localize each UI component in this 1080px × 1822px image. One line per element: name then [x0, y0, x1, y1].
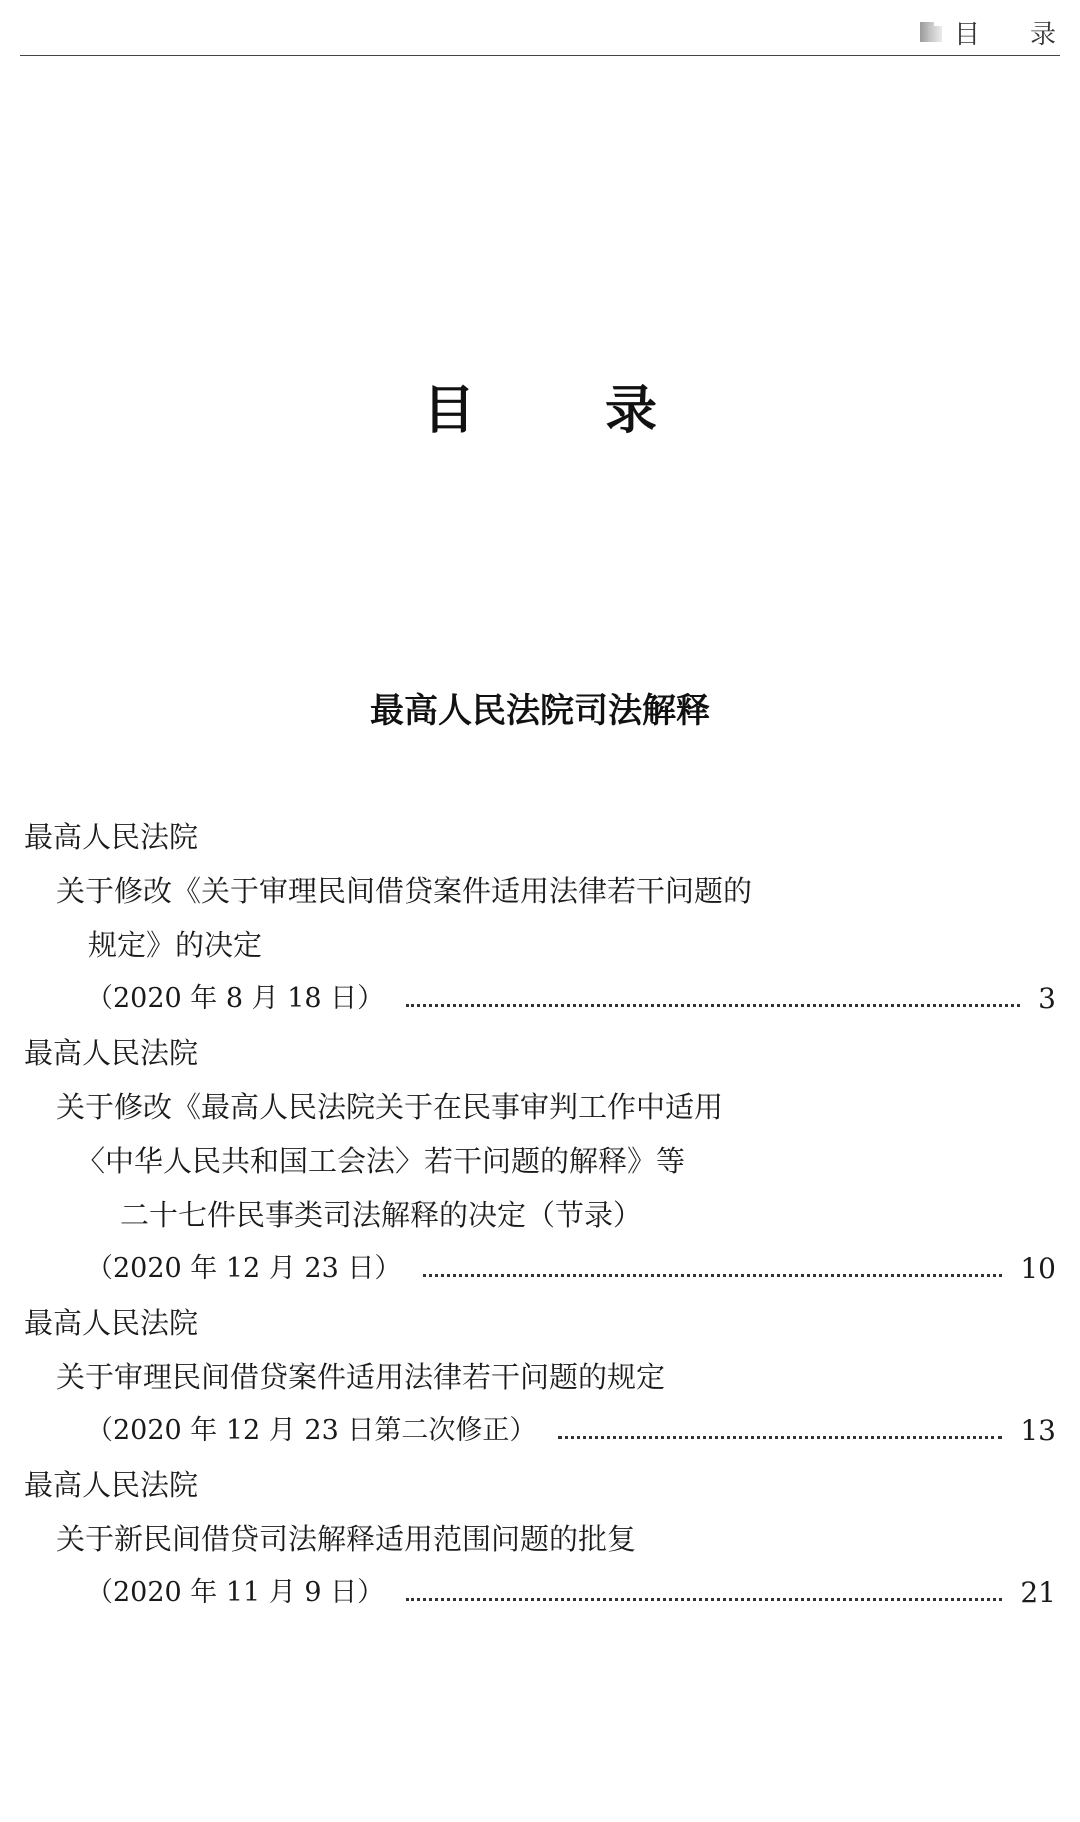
toc-entry-title[interactable]: 关于修改《关于审理民间借贷案件适用法律若干问题的 — [56, 874, 753, 908]
header-ornament-icon — [920, 22, 942, 44]
toc-entry-issuer: 最高人民法院 — [24, 1468, 199, 1502]
toc-entry-date-row[interactable] — [24, 972, 1056, 1026]
toc-entry-date: （2020 年 12 月 23 日第二次修正） — [86, 1415, 537, 1446]
running-header-text — [954, 14, 1056, 51]
toc-entry-title[interactable]: 关于新民间借贷司法解释适用范围问题的批复 — [56, 1522, 637, 1556]
dot-leader — [558, 1436, 1002, 1439]
table-of-contents — [24, 810, 1056, 1620]
toc-entry-date-row[interactable] — [24, 1566, 1056, 1620]
toc-entry-page[interactable]: 3 — [1038, 982, 1056, 1015]
page-title — [0, 368, 1080, 443]
toc-entry-title[interactable]: 关于审理民间借贷案件适用法律若干问题的规定 — [56, 1360, 666, 1394]
page-title-char: 目 — [422, 380, 475, 441]
toc-entry-issuer: 最高人民法院 — [24, 1036, 199, 1070]
toc-entry-page[interactable]: 21 — [1020, 1576, 1056, 1609]
toc-entry-page[interactable]: 10 — [1020, 1252, 1056, 1285]
toc-entry-title[interactable]: 二十七件民事类司法解释的决定（节录） — [120, 1198, 643, 1232]
dot-leader — [406, 1598, 1002, 1601]
toc-entry-date: （2020 年 8 月 18 日） — [86, 983, 385, 1014]
dot-leader — [423, 1274, 1002, 1277]
toc-entry-issuer: 最高人民法院 — [24, 820, 199, 854]
toc-entry-date: （2020 年 12 月 23 日） — [86, 1253, 402, 1284]
section-title: 最高人民法院司法解释 — [370, 691, 710, 731]
toc-entry-date: （2020 年 11 月 9 日） — [86, 1577, 385, 1608]
toc-entry-page[interactable]: 13 — [1020, 1414, 1056, 1447]
toc-entry-title[interactable]: 〈中华人民共和国工会法〉若干问题的解释》等 — [76, 1144, 686, 1178]
toc-entry-title[interactable]: 关于修改《最高人民法院关于在民事审判工作中适用 — [56, 1090, 724, 1124]
page-title-char: 录 — [605, 380, 658, 441]
toc-entry-title[interactable]: 规定》的决定 — [88, 928, 263, 962]
dot-leader — [406, 1004, 1020, 1007]
running-header — [920, 14, 1056, 51]
toc-entry-date-row[interactable] — [24, 1404, 1056, 1458]
running-header-char: 目 — [953, 20, 980, 50]
toc-entry-issuer: 最高人民法院 — [24, 1306, 199, 1340]
running-header-char: 录 — [1029, 20, 1056, 50]
header-rule — [20, 55, 1060, 56]
toc-entry-date-row[interactable] — [24, 1242, 1056, 1296]
